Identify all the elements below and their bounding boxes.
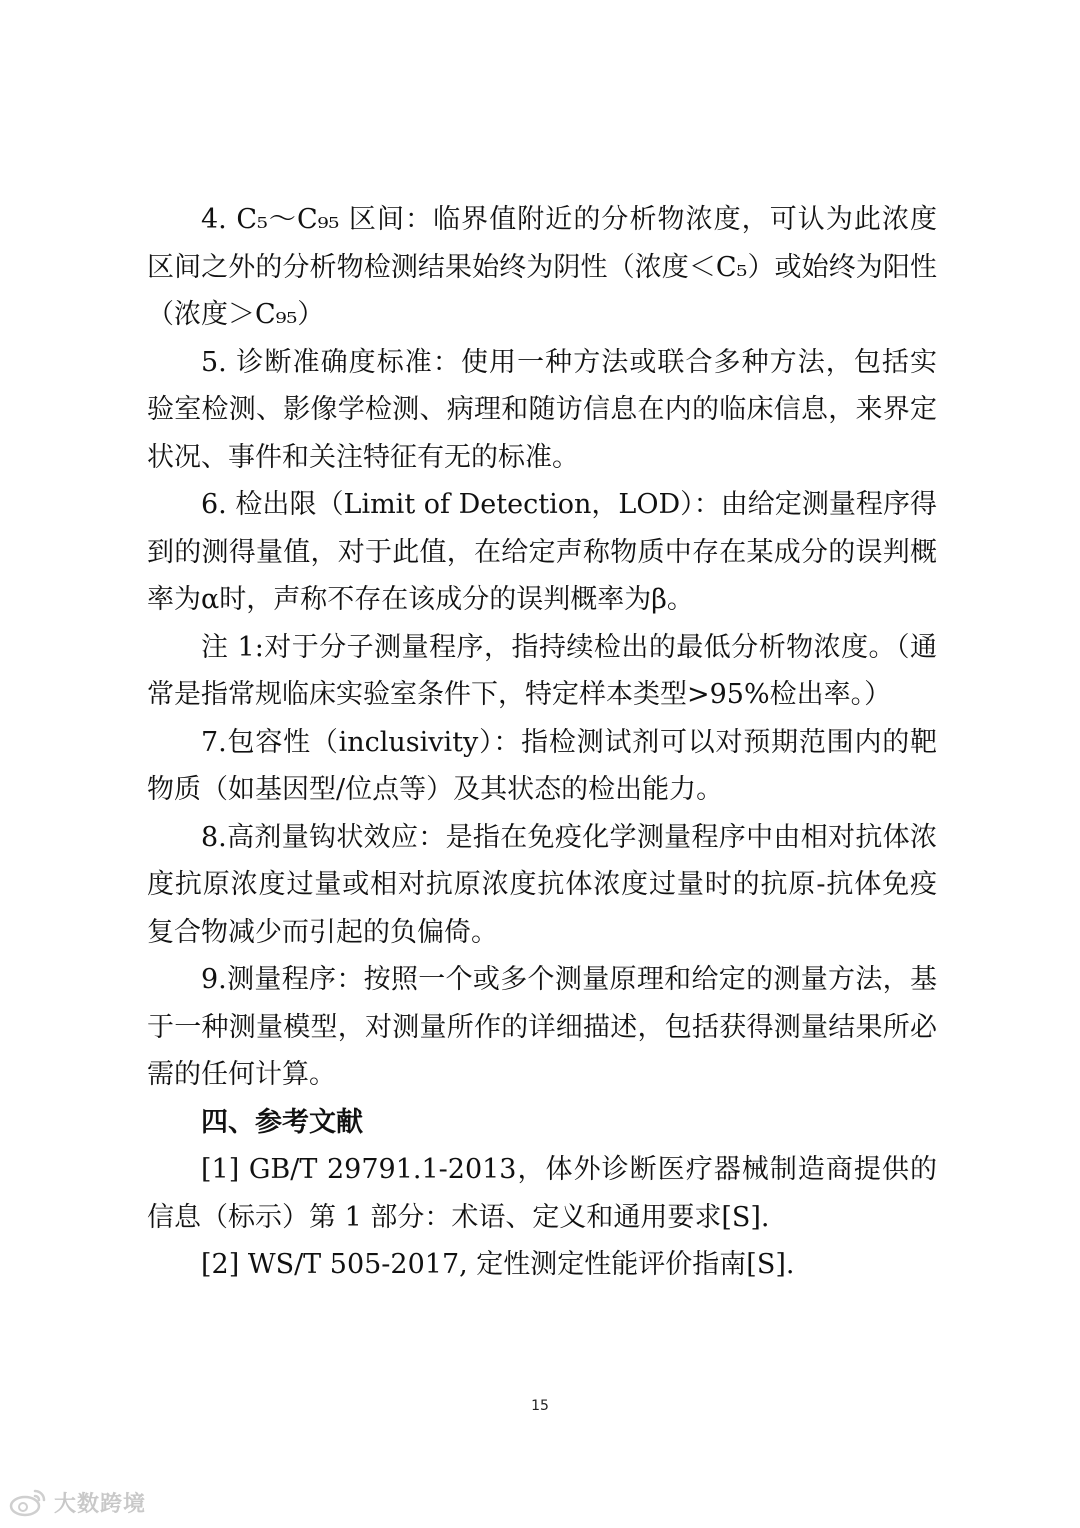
page-body — [147, 196, 937, 1289]
watermark — [8, 1484, 146, 1520]
paragraph-lod: 6. 检出限（Limit of Detection，LOD）：由给定测量程序得到的测得量值，对于此值，在给定声称物质中存在某成分的误判概率为α时，声称不存在该成分的误判概率为β。 — [147, 489, 937, 615]
reference-item: [2] WS/T 505-2017, 定性测定性能评价指南[S]. — [201, 1249, 795, 1280]
paragraph-note-1: 注 1:对于分子测量程序，指持续检出的最低分析物浓度。（通常是指常规临床实验室条件下，特定样本类型>95%检出率。） — [147, 631, 937, 710]
page-number: 15 — [531, 1398, 549, 1414]
watermark-text: 大数跨境 — [54, 1491, 147, 1517]
paragraph-diagnostic-accuracy: 5. 诊断准确度标准：使用一种方法或联合多种方法，包括实验室检测、影像学检测、病理和随访信息在内的临床信息，来界定状况、事件和关注特征有无的标准。 — [147, 346, 937, 473]
weibo-logo-icon — [8, 1487, 48, 1517]
reference-item: [1] GB/T 29791.1-2013，体外诊断医疗器械制造商提供的信息（标示）第 1 部分：术语、定义和通用要求[S]. — [147, 1154, 937, 1233]
paragraph-measurement-procedure: 9.测量程序：按照一个或多个测量原理和给定的测量方法，基于一种测量模型，对测量所作的详细描述，包括获得测量结果所必需的任何计算。 — [147, 964, 937, 1090]
paragraph-inclusivity: 7.包容性（inclusivity）：指检测试剂可以对预期范围内的靶物质（如基因型/位点等）及其状态的检出能力。 — [147, 726, 937, 805]
paragraph-hook-effect: 8.高剂量钩状效应：是指在免疫化学测量程序中由相对抗体浓度抗原浓度过量或相对抗原浓度抗体浓度过量时的抗原-抗体免疫复合物减少而引起的负偏倚。 — [147, 821, 937, 948]
paragraph-c5-c95: 4. C₅～C₉₅ 区间：临界值附近的分析物浓度，可认为此浓度区间之外的分析物检测结果始终为阴性（浓度＜C₅）或始终为阳性（浓度＞C₉₅） — [147, 204, 937, 330]
section-heading-references: 四、参考文献 — [201, 1106, 363, 1138]
